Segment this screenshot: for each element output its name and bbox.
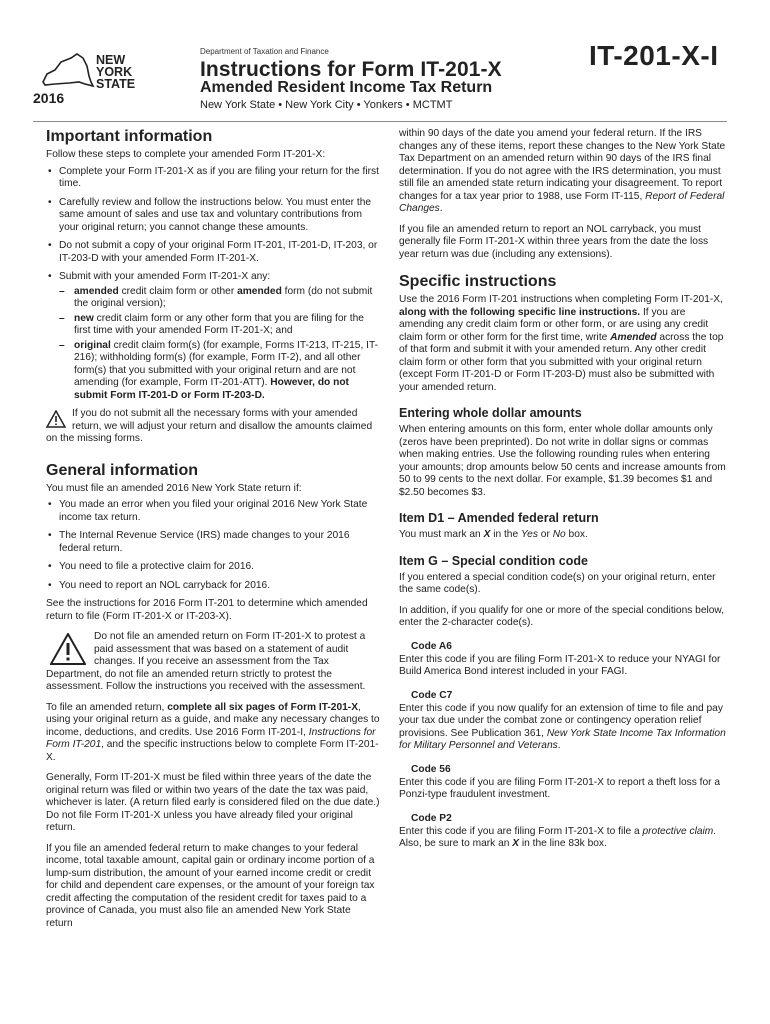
page-title: Instructions for Form IT-201-X xyxy=(200,58,502,81)
para-text: across the top of that form and submit it with your amended return. Any other credit claim form or other form that you submitted with your original return (except Form IT-201-D or Form IT-203-D) must also be submitted with your amended return. xyxy=(399,331,724,393)
header-divider xyxy=(33,121,727,122)
para-text: , and the specific instructions below to complete Form IT-201-X. xyxy=(46,739,379,763)
para-text: You must mark an xyxy=(399,529,484,540)
para-text: in the line 83k box. xyxy=(519,838,607,849)
page-header xyxy=(0,0,770,125)
sublist-text: credit claim form(s) (for example, Forms IT-213, IT-215, IT-216); withholding form(s) (for example, Form IT-2), and all other form(s) that you submitted with your original return and are not amending (for example, Form IT-201-ATT). xyxy=(74,339,378,388)
emph-text: complete all six pages of Form IT-201-X xyxy=(167,701,358,713)
emph-word: original xyxy=(74,339,111,351)
list-item: • You made an error when you filed your original 2016 New York State income tax return. xyxy=(46,499,380,524)
para-text: Use the 2016 Form IT-201 instructions when completing Form IT-201-X, xyxy=(399,294,723,305)
list-item: • Complete your Form IT-201-X as if you are filing your return for the first time. xyxy=(46,166,380,191)
emph-text: No xyxy=(552,529,566,540)
list-item-text: Submit with your amended Form IT-201-X any: xyxy=(59,271,271,282)
general-para: If you file an amended federal return to make changes to your federal income, total taxable amount, capital gain or ordinary income portion of a lump-sum distribution, the amount of your earned income credit or credit for child and dependent care expenses, or the amount of your foreign tax credit affecting the computation of the resident credit for taxes paid to a province of Canada, you must also file an amended New York State return xyxy=(46,842,375,929)
important-list xyxy=(46,166,380,403)
emph-text: protective claim xyxy=(642,825,714,837)
sublist-text: credit claim form or any other form that you are filing for the first time with your amended Form IT-201-X; and xyxy=(74,312,364,336)
list-item: • Do not submit a copy of your original Form IT-201, IT-201-D, IT-203, or IT-203-D with your amended Form IT-201-X. xyxy=(46,240,380,265)
code-56-text: Enter this code if you are filing Form IT-201-X to report a theft loss for a Ponzi-type fraudulent investment. xyxy=(399,776,721,800)
sublist-item xyxy=(59,340,380,403)
list-item: • You need to file a protective claim for 2016. xyxy=(46,561,380,574)
logo-year: 2016 xyxy=(33,90,65,106)
emph-text: along with the following specific line instructions. xyxy=(399,306,641,318)
warning-icon xyxy=(46,410,66,428)
para-text: or xyxy=(537,529,553,540)
general-see: See the instructions for 2016 Form IT-201 to determine which amended return to file (Form IT-201-X or IT-203-X). xyxy=(46,598,368,622)
publication-title: New York State Income Tax Information for Military Personnel and Veterans xyxy=(399,727,726,751)
para-text: . Also, be sure to mark an xyxy=(399,825,717,849)
important-intro: Follow these steps to complete your amended Form IT-201-X: xyxy=(46,149,326,160)
department-name: Department of Taxation and Finance xyxy=(200,47,329,56)
para-text: To file an amended return, xyxy=(46,701,168,713)
code-c7-heading: Code C7 xyxy=(411,689,453,701)
warning-note xyxy=(46,631,380,694)
code-a6-heading: Code A6 xyxy=(411,640,452,652)
list-item: • Carefully review and follow the instructions below. You must enter the same amount of sales and use tax and voluntary contributions from your original return; you cannot change these amounts. xyxy=(46,197,380,235)
para-text: in the xyxy=(490,529,521,540)
warning-icon xyxy=(50,633,86,665)
code-p2-heading: Code P2 xyxy=(411,812,452,824)
para-text: . xyxy=(439,203,443,214)
para-text: . xyxy=(557,740,561,751)
item-d1-para xyxy=(399,529,727,542)
emph-word: amended xyxy=(74,285,119,297)
new-york-state-outline-icon xyxy=(33,52,97,90)
sublist-text: form (do not submit the original version); xyxy=(74,285,373,309)
code-c7-text xyxy=(399,703,727,753)
list-item xyxy=(46,271,380,402)
specific-para xyxy=(399,294,727,394)
nys-logo xyxy=(33,52,153,112)
warning-note xyxy=(46,408,380,446)
emph-note: However, do not submit Form IT-201-D or Form IT-203-D. xyxy=(74,377,349,401)
para-text: Enter this code if you now qualify for an extension of time to file and pay your tax due under the combat zone or contingency operation relief provisions. See Publication 361, xyxy=(399,702,723,739)
code-56-heading: Code 56 xyxy=(411,763,451,775)
logo-state-text: NEW YORK STATE xyxy=(96,53,136,91)
page-subtitle: Amended Resident Income Tax Return xyxy=(200,79,493,96)
continued-para xyxy=(399,128,727,216)
nol-para: If you file an amended return to report an NOL carryback, you must generally file Form IT-201-X within three years from the date the loss year return was due (including any extensions). xyxy=(399,223,709,260)
publication-title: Instructions for Form IT-201 xyxy=(46,726,376,750)
right-column xyxy=(399,128,727,859)
general-list xyxy=(46,499,380,592)
general-para xyxy=(46,702,380,765)
para-text: , using your original return as a guide, and make any necessary changes to income, deductions, and credits. Use 2016 Form IT-201-I, xyxy=(46,701,380,738)
sublist-text: credit claim form or other xyxy=(118,285,238,297)
general-heading: General information xyxy=(46,461,199,479)
emph-word: amended xyxy=(237,285,282,297)
para-text: If you are amending any credit claim form or other form, or are using any credit claim form or other form for the first time, write xyxy=(399,306,709,343)
whole-dollar-heading: Entering whole dollar amounts xyxy=(399,406,582,420)
emph-text: Yes xyxy=(520,529,538,540)
specific-heading: Specific instructions xyxy=(399,273,557,290)
list-item: • The Internal Revenue Service (IRS) made changes to your 2016 federal return. xyxy=(46,530,380,555)
para-text: box. xyxy=(565,529,588,540)
emph-text: Amended xyxy=(610,331,657,343)
code-a6-text: Enter this code if you are filing Form IT-201-X to reduce your NYAGI for Build America Bond interest included in your FAGI. xyxy=(399,653,721,677)
para-text: within 90 days of the date you amend your federal return. If the IRS changes any of these items, report these changes to the New York State Tax Department on an amended return within 90 days of the IRS final determination. If you do not agree with the IRS determination, you must still file an amended state return indicating your disagreement. To report changes for a tax year prior to 1988, use Form IT-115, xyxy=(399,128,726,202)
general-intro: You must file an amended 2016 New York State return if: xyxy=(46,482,302,494)
left-column xyxy=(46,128,380,938)
code-p2-text xyxy=(399,826,727,851)
item-d1-heading: Item D1 – Amended federal return xyxy=(399,511,599,525)
item-g-para: In addition, if you qualify for one or more of the special conditions below, enter the 2-character code(s). xyxy=(399,604,725,628)
item-g-heading: Item G – Special condition code xyxy=(399,553,588,568)
item-g-para: If you entered a special condition code(s) on your original return, enter the same code(s). xyxy=(399,571,716,595)
list-item: • You need to report an NOL carryback for 2016. xyxy=(46,580,380,593)
emph-word: new xyxy=(74,312,94,324)
warning-text: If you do not submit all the necessary forms with your amended return, we will adjust your return and disallow the amounts claimed on the missing forms. xyxy=(46,408,373,444)
emph-text: X xyxy=(483,529,491,540)
whole-dollar-para: When entering amounts on this form, enter whole dollar amounts only (zeros have been preprinted). Do not write in dollar signs or commas when making entries. Use the following rounding rules when entering your amounts; drop amounts below 50 cents and increase amounts from 50 to 99 cents to the next dollar. For example, $1.39 becomes $1 and $2.50 becomes $3. xyxy=(399,424,726,498)
publication-title: Report of Federal Changes xyxy=(399,190,725,214)
para-text: Enter this code if you are filing Form IT-201-X to file a xyxy=(399,825,643,837)
sublist-item xyxy=(59,286,380,311)
general-para: Generally, Form IT-201-X must be filed within three years of the date the original return was filed or within two years of the date the tax was paid, whichever is later. (A return filed early is considered filed on the due date.) Do not file Form IT-201-X unless you have already filed your original return. xyxy=(46,772,380,833)
important-heading: Important information xyxy=(46,128,213,145)
jurisdictions-line: New York State • New York City • Yonkers • MCTMT xyxy=(200,99,453,111)
form-number: IT-201-X-I xyxy=(589,40,719,71)
warning-text: Do not file an amended return on Form IT-201-X to protest a paid assessment that was based on a statement of audit changes. If you receive an assessment from the Tax Department, do not file an amended return strictly to protest the assessment. Follow the instructions you received with the assessment. xyxy=(46,631,366,692)
emph-text: X xyxy=(512,838,520,849)
sublist-item xyxy=(59,313,380,338)
submit-sublist xyxy=(59,286,380,403)
